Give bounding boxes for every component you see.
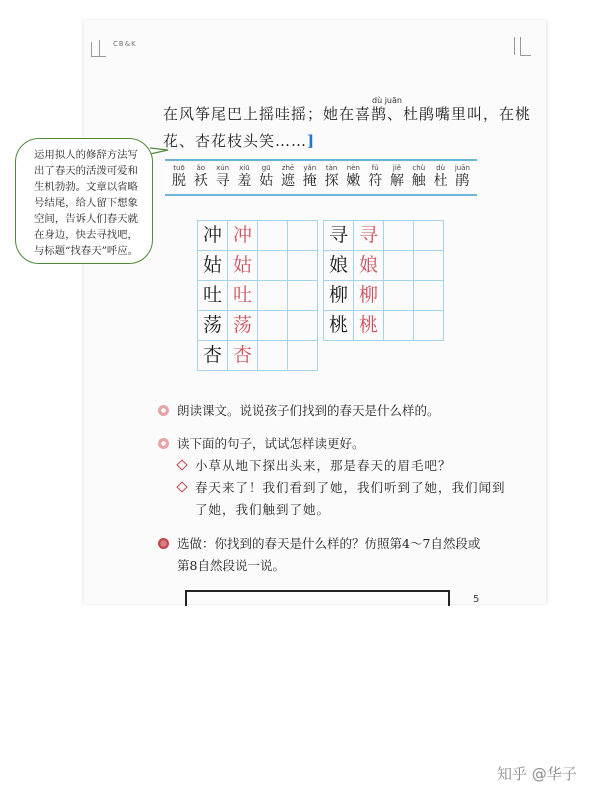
diamond-bullet-icon [176,481,187,492]
passage-line-1: 在风筝尾巴上摇哇摇；她在喜鹊、杜鹃嘴里叫，在桃 [163,105,532,123]
vocab-pinyin: jiě [392,164,402,172]
next-section-box [185,590,450,606]
vocab-char: 解 [390,173,404,189]
grid-row [198,341,318,371]
empty-grid-cell [258,221,288,251]
vocab-char: 寻 [215,173,230,189]
passage-line-2: 花、杏花枝头笑……] [163,132,316,150]
vocab-item [321,164,343,189]
vocab-pinyin: gū [261,164,271,172]
empty-grid-cell [288,341,318,371]
empty-grid-cell [288,311,318,341]
vocab-pinyin: dù [436,164,446,172]
vocab-pinyin: xiū [239,164,250,172]
empty-grid-cell [288,251,318,281]
grid-row [324,221,444,251]
grid-row [198,311,318,341]
empty-grid-cell [384,221,414,251]
trace-character: 杏 [228,341,258,371]
vocab-item [364,164,386,189]
vocab-item [277,164,299,189]
empty-grid-cell [258,341,288,371]
vocab-char: 符 [368,173,383,189]
empty-grid-cell [414,281,444,311]
model-character: 冲 [198,221,228,251]
vocab-pinyin: zhē [281,164,295,172]
annotation-bracket: ] [307,132,316,150]
vocab-pinyin: fú [371,164,379,172]
vocab-item [233,164,255,189]
exercise-2: 读下面的句子，试试怎样读更好。 [158,434,365,452]
vocab-char: 姑 [259,173,274,189]
header-mark: CB&K [113,40,137,48]
trace-character: 娘 [354,251,384,281]
empty-grid-cell [384,311,414,341]
empty-grid-cell [414,311,444,341]
vocab-pinyin: tàn [325,164,338,172]
empty-grid-cell [258,311,288,341]
model-character: 柳 [324,281,354,311]
empty-grid-cell [384,251,414,281]
watermark: 知乎 @华子 [497,765,577,783]
vocab-char: 触 [411,173,426,189]
vocab-char: 脱 [172,173,186,189]
vocab-pinyin: tuō [173,164,185,172]
grid-row [198,221,318,251]
empty-grid-cell [414,251,444,281]
vocab-item [386,164,408,189]
vocab-char: 羞 [237,173,252,189]
exercise-2-sentence-2-cont: 了她，我们触到了她。 [195,502,331,517]
vocab-item [408,164,430,189]
vocab-item [168,164,190,189]
writing-grid-right [323,220,444,341]
trace-character: 桃 [354,311,384,341]
trace-character: 寻 [354,221,384,251]
model-character: 荡 [198,311,228,341]
vocab-pinyin: ǎo [196,164,206,172]
exercise-2-sentence-2: 春天来了！我们看到了她，我们听到了她，我们闻到 [178,478,506,496]
vocab-item [430,164,452,189]
empty-grid-cell [258,251,288,281]
callout-pointer [150,146,168,156]
vocab-item [451,164,473,189]
model-character: 吐 [198,281,228,311]
vocab-pinyin: juān [454,164,470,172]
vocab-char: 鹃 [455,173,470,189]
empty-grid-cell [414,221,444,251]
vocab-char: 嫩 [346,173,361,189]
vocab-char: 杜 [433,173,448,189]
annotation-callout: 运用拟人的修辞方法写出了春天的活泼可爱和生机勃勃。文章以省略号结尾，给人留下想象空间，告诉人们春天就在身边，快去寻找吧，与标题“找春天”呼应。 [15,138,153,264]
vocab-item [299,164,321,189]
empty-grid-cell [258,281,288,311]
vocab-pinyin: chù [412,164,426,172]
grid-row [324,311,444,341]
model-character: 姑 [198,251,228,281]
vocab-item [255,164,277,189]
diamond-bullet-icon [176,459,187,470]
trace-character: 柳 [354,281,384,311]
page-number: 5 [473,594,480,605]
trace-character: 荡 [228,311,258,341]
grid-row [198,281,318,311]
exercise-3: 选做：你找到的春天是什么样的？仿照第4～7自然段或 [158,534,480,552]
bullet-icon [158,438,169,449]
vocab-pinyin: xún [216,164,230,172]
writing-grid-left [197,220,318,371]
exercise-1: 朗读课文。说说孩子们找到的春天是什么样的。 [158,401,440,419]
corner-mark-right [520,37,531,56]
bullet-icon [158,405,169,416]
model-character: 娘 [324,251,354,281]
bullet-icon [158,538,169,549]
vocab-pinyin: nèn [346,164,360,172]
trace-character: 姑 [228,251,258,281]
grid-row [198,251,318,281]
vocab-char: 探 [324,173,339,189]
model-character: 杏 [198,341,228,371]
vocab-char: 袄 [193,173,208,189]
vocab-item [190,164,212,189]
empty-grid-cell [288,281,318,311]
grid-row [324,281,444,311]
corner-mark-right-line [514,37,515,55]
empty-grid-cell [384,281,414,311]
vocab-char: 遮 [281,173,295,189]
empty-grid-cell [288,221,318,251]
vocab-item [342,164,364,189]
grid-row [324,251,444,281]
trace-character: 冲 [228,221,258,251]
vocab-pinyin: yǎn [303,164,317,172]
corner-mark-left-line [99,40,100,56]
vocab-item [212,164,234,189]
pinyin-annotation: dù juān [372,96,402,105]
model-character: 桃 [324,311,354,341]
exercise-2-sentence-1: 小草从地下探出头来，那是春天的眉毛吧？ [178,456,452,474]
exercise-3-cont: 第8自然段说一说。 [177,558,285,573]
model-character: 寻 [324,221,354,251]
trace-character: 吐 [228,281,258,311]
vocab-char: 掩 [302,173,317,189]
